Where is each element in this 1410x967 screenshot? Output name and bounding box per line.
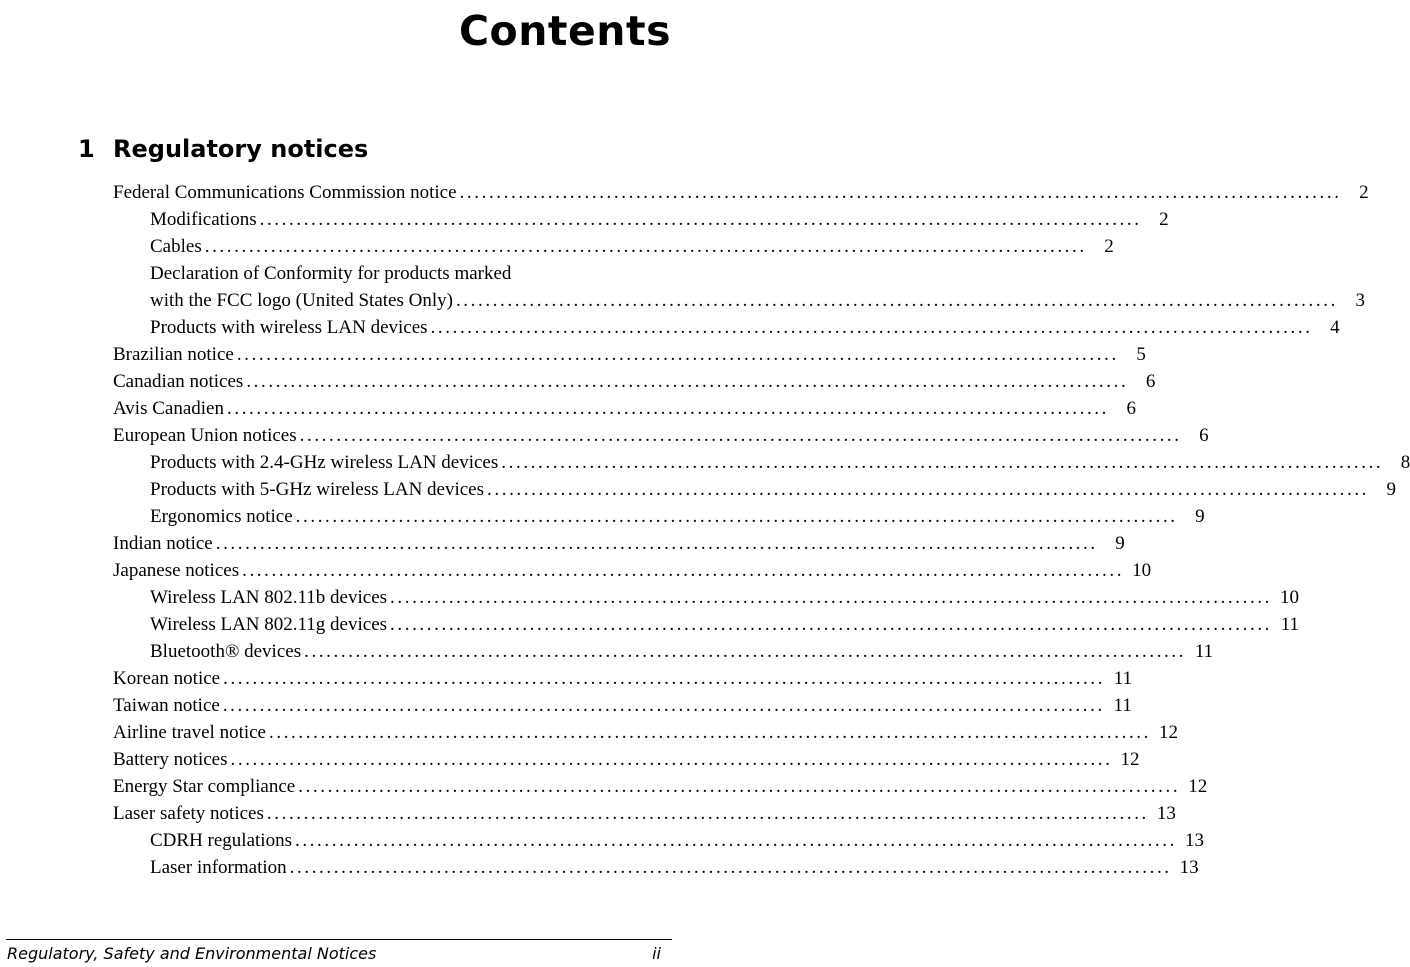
toc-entry-title: Declaration of Conformity for products marked: [150, 263, 512, 284]
toc-page-number: 6: [1199, 425, 1209, 446]
toc-dot-leader: ........................................................................................................................: [259, 209, 1142, 230]
toc-entry[interactable]: [113, 287, 1365, 314]
toc-dot-leader: ........................................................................................................................: [242, 560, 1125, 581]
toc-entry-title: Bluetooth® devices: [150, 641, 302, 662]
toc-dot-leader: ........................................................................................................................: [289, 857, 1172, 878]
toc-page-number: 6: [1126, 398, 1136, 419]
toc-entry[interactable]: [113, 611, 1300, 638]
toc-entry[interactable]: [113, 476, 1397, 503]
toc-dot-leader: ........................................................................................................................: [215, 533, 1098, 554]
toc-entry[interactable]: [113, 746, 1140, 773]
toc-entry[interactable]: [113, 584, 1300, 611]
toc-entry-title: CDRH regulations: [150, 830, 292, 851]
toc-page-number: 9: [1195, 506, 1205, 527]
chapter-title: Regulatory notices: [113, 135, 369, 163]
toc-page-number: 3: [1355, 290, 1365, 311]
toc-dot-leader: ........................................................................................................................: [204, 236, 1087, 257]
toc-dot-leader: ........................................................................................................................: [304, 641, 1187, 662]
toc-entry[interactable]: [113, 557, 1152, 584]
toc-entry[interactable]: [113, 368, 1156, 395]
toc-dot-leader: ........................................................................................................................: [223, 668, 1106, 689]
table-of-contents: [113, 179, 1410, 881]
toc-page-number: 13: [1156, 803, 1176, 824]
toc-entry-title: Federal Communications Commission notice: [113, 182, 457, 203]
toc-dot-leader: ........................................................................................................................: [298, 776, 1181, 797]
footer-document-title: Regulatory, Safety and Environmental Notices: [7, 944, 377, 963]
toc-entry-title: Products with 2.4-GHz wireless LAN devices: [150, 452, 499, 473]
footer-divider: [6, 939, 672, 940]
toc-entry-title: European Union notices: [113, 425, 297, 446]
toc-page-number: 2: [1104, 236, 1114, 257]
toc-entry-title: Avis Canadien: [113, 398, 224, 419]
toc-entry-title: Korean notice: [113, 668, 221, 689]
chapter-number: 1: [78, 135, 95, 163]
toc-entry-title: Battery notices: [113, 749, 228, 770]
toc-entry[interactable]: [113, 233, 1114, 260]
toc-entry[interactable]: [113, 692, 1132, 719]
toc-entry[interactable]: [113, 530, 1125, 557]
toc-entry-title: Products with 5-GHz wireless LAN devices: [150, 479, 485, 500]
toc-dot-leader: ........................................................................................................................: [487, 479, 1370, 500]
toc-entry[interactable]: [113, 503, 1205, 530]
toc-page-number: 12: [1120, 749, 1140, 770]
toc-entry[interactable]: [113, 395, 1136, 422]
toc-dot-leader: ........................................................................................................................: [246, 371, 1129, 392]
toc-entry[interactable]: [113, 638, 1214, 665]
toc-dot-leader: ........................................................................................................................: [222, 695, 1105, 716]
toc-entry-title: Cables: [150, 236, 202, 257]
toc-entry[interactable]: [113, 665, 1133, 692]
toc-entry-title: Ergonomics notice: [150, 506, 293, 527]
toc-page-number: 4: [1330, 317, 1340, 338]
toc-page-number: 13: [1184, 830, 1204, 851]
toc-entry[interactable]: [113, 422, 1209, 449]
toc-entry[interactable]: [113, 854, 1199, 881]
toc-entry[interactable]: [113, 827, 1204, 854]
toc-dot-leader: ........................................................................................................................: [227, 398, 1109, 419]
toc-page-number: 13: [1179, 857, 1199, 878]
toc-dot-leader: ........................................................................................................................: [430, 317, 1313, 338]
toc-page-number: 5: [1136, 344, 1146, 365]
toc-entry-title: Laser safety notices: [113, 803, 264, 824]
toc-entry[interactable]: [113, 260, 674, 287]
toc-dot-leader: ........................................................................................................................: [390, 587, 1273, 608]
toc-page-number: 2: [1359, 182, 1369, 203]
toc-entry-title: Wireless LAN 802.11g devices: [150, 614, 388, 635]
toc-entry-title: Airline travel notice: [113, 722, 266, 743]
toc-page-number: 10: [1132, 560, 1152, 581]
toc-dot-leader: ........................................................................................................................: [266, 803, 1149, 824]
toc-page-number: 11: [1113, 668, 1133, 689]
toc-page-number: 9: [1386, 479, 1397, 500]
toc-entry[interactable]: [113, 773, 1208, 800]
toc-entry-title: Energy Star compliance: [113, 776, 296, 797]
toc-entry[interactable]: [113, 314, 1340, 341]
page-title: Contents: [458, 7, 671, 55]
toc-entry[interactable]: [113, 341, 1146, 368]
toc-dot-leader: ........................................................................................................................: [501, 452, 1384, 473]
toc-entry[interactable]: [113, 206, 1169, 233]
toc-dot-leader: ........................................................................................................................: [390, 614, 1273, 635]
toc-page-number: 12: [1159, 722, 1178, 743]
toc-dot-leader: ........................................................................................................................: [230, 749, 1113, 770]
footer-page-number: ii: [652, 944, 661, 963]
toc-page-number: 6: [1145, 371, 1156, 392]
toc-dot-leader: ........................................................................................................................: [295, 506, 1178, 527]
toc-entry-title: Laser information: [150, 857, 287, 878]
toc-entry-title: Canadian notices: [113, 371, 244, 392]
toc-entry[interactable]: [113, 800, 1176, 827]
toc-entry-title: Japanese notices: [113, 560, 240, 581]
toc-entry[interactable]: [113, 179, 1369, 206]
toc-entry-title: Brazilian notice: [113, 344, 234, 365]
toc-dot-leader: ........................................................................................................................: [269, 722, 1151, 743]
toc-entry-title: Products with wireless LAN devices: [150, 317, 428, 338]
toc-dot-leader: ........................................................................................................................: [299, 425, 1182, 446]
toc-entry[interactable]: [113, 449, 1410, 476]
toc-dot-leader: ........................................................................................................................: [459, 182, 1342, 203]
toc-dot-leader: ........................................................................................................................: [455, 290, 1338, 311]
toc-entry[interactable]: [113, 719, 1178, 746]
toc-entry-title: Modifications: [150, 209, 257, 230]
toc-entry-title: Indian notice: [113, 533, 213, 554]
toc-page-number: 11: [1194, 641, 1214, 662]
toc-page-number: 9: [1115, 533, 1125, 554]
chapter-heading: [78, 134, 368, 164]
toc-page-number: 2: [1159, 209, 1169, 230]
toc-page-number: 10: [1280, 587, 1300, 608]
toc-page-number: 8: [1400, 452, 1410, 473]
toc-entry-title: Taiwan notice: [113, 695, 220, 716]
toc-entry-title: Wireless LAN 802.11b devices: [150, 587, 388, 608]
toc-dot-leader: ........................................................................................................................: [294, 830, 1177, 851]
toc-page-number: 11: [1113, 695, 1132, 716]
toc-page-number: 11: [1280, 614, 1300, 635]
toc-dot-leader: ........................................................................................................................: [236, 344, 1119, 365]
toc-page-number: 12: [1188, 776, 1208, 797]
toc-entry-title: with the FCC logo (United States Only): [150, 290, 453, 311]
